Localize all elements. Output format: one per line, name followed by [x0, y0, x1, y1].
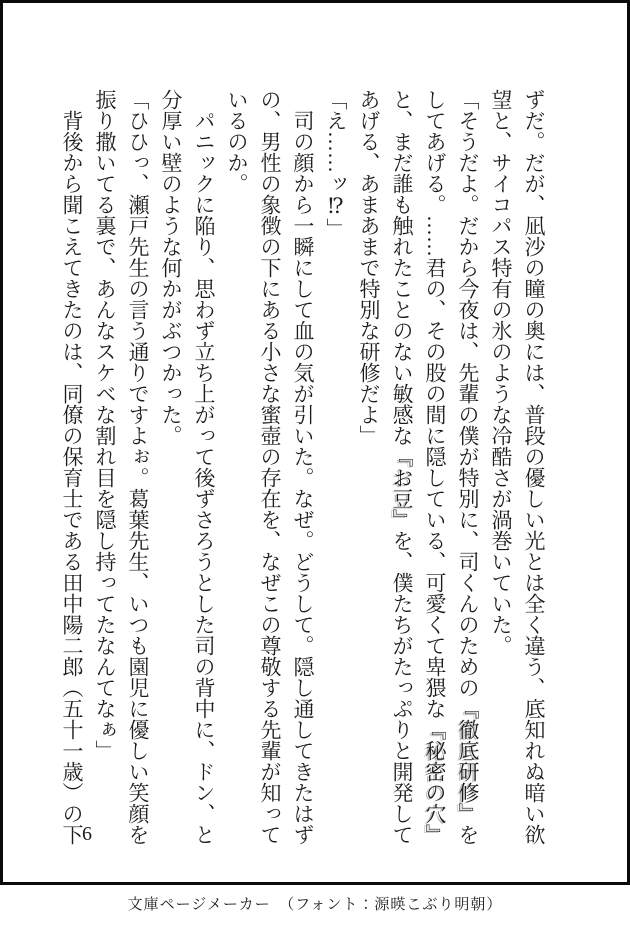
paragraph [55, 89, 88, 846]
paragraph [319, 89, 352, 846]
page-text [55, 89, 550, 846]
paragraph [352, 89, 484, 846]
paragraph [88, 89, 154, 846]
text-run: 「ひひっ、瀬戸先生の言う通りですよぉ。葛葉先生、いつも園児に優しい笑顔を振り撒いてる裏で、あんなスケベな割れ目を隠し持ってたなんてなぁ」 [93, 89, 150, 845]
text-run: をしてあげる。……君の、その股の間に隠している、可愛くて卑猥な [423, 89, 480, 845]
text-run: 「え……ッ⁉」 [324, 89, 348, 239]
text-run: を、僕たちがたっぷりと開発してあげる、あまあまで特別な研修だよ」 [357, 89, 414, 845]
emphasized-term: 『徹底研修』 [456, 698, 480, 824]
emphasized-term: 『秘密の穴』 [423, 719, 447, 845]
text-run: 「そうだよ。だから今夜は、先輩の僕が特別に、司くんのための [456, 89, 480, 698]
text-run: 司の顔から一瞬にして血の気が引いた。なぜ。どうして。隠し通してきたはずの、男性の象徴の下にある小さな蜜壺の存在を、なぜこの尊敬する先輩が知っているのか。 [225, 89, 315, 845]
page-number: 6 [82, 823, 92, 845]
text-run: ずだ。だが、凪沙の瞳の奥には、普段の優しい光とは全く違う、底知れぬ暗い欲望と、サイコパス特有の氷のような冷酷さが渦巻いていた。 [489, 89, 546, 845]
emphasized-term: 『お豆』 [390, 446, 414, 530]
text-run: パニックに陥り、思わず立ち上がって後ずさろうとした司の背中に、ドン、と分厚い壁のような何かがぶつかった。 [159, 89, 216, 845]
text-run: 背後から聞こえてきたのは、同僚の保育士である田中陽二郎（五十一歳）の下 [60, 89, 84, 845]
paragraph [154, 89, 220, 846]
footer-caption: 文庫ページメーカー （フォント：源暎こぶり明朝） [127, 897, 503, 913]
paragraph [220, 89, 319, 846]
text-run: と、まだ誰も触れたことのない敏感な [390, 89, 414, 446]
paragraph [484, 89, 550, 846]
